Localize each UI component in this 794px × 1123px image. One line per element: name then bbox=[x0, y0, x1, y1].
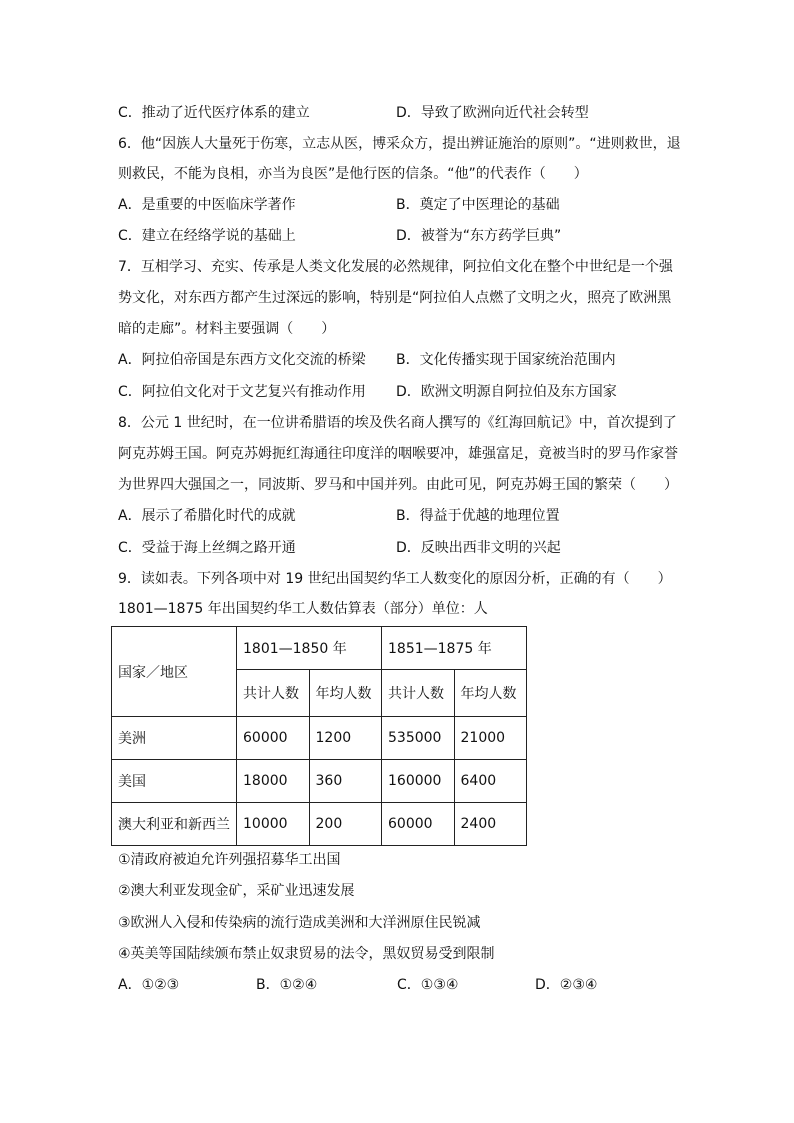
q7-stem-line: 势文化，对东西方都产生过深远的影响，特别是“阿拉伯人点燃了文明之火，照亮了欧洲黑 bbox=[118, 290, 672, 306]
q9-option-c[interactable]: C．①③④ bbox=[397, 977, 459, 993]
laborer-data-table bbox=[111, 626, 527, 846]
table-cell: 160000 bbox=[382, 760, 455, 803]
table-caption: 1801—1875 年出国契约华工人数估算表（部分）单位：人 bbox=[118, 601, 488, 617]
q9-option-b[interactable]: B．①②④ bbox=[256, 977, 318, 993]
q6-option-b[interactable]: B．奠定了中医理论的基础 bbox=[396, 197, 560, 213]
table-header-row bbox=[112, 627, 527, 670]
q8-option-d[interactable]: D．反映出西非文明的兴起 bbox=[396, 540, 561, 556]
q6-stem-line: 6．他“因族人大量死于伤寒，立志从医，博采众方，提出辨证施治的原则”。“进则救世，退 bbox=[118, 136, 681, 152]
table-cell-region: 澳大利亚和新西兰 bbox=[112, 803, 237, 846]
table-cell: 535000 bbox=[382, 717, 455, 760]
table-subheader-total: 共计人数 bbox=[382, 670, 455, 717]
table-cell: 200 bbox=[309, 803, 382, 846]
q6-stem-line: 则救民，不能为良相，亦当为良医”是他行医的信条。“他”的代表作（ ） bbox=[118, 166, 588, 182]
q9-option-d[interactable]: D．②③④ bbox=[535, 977, 598, 993]
table-cell: 2400 bbox=[454, 803, 527, 846]
q8-option-b[interactable]: B．得益于优越的地理位置 bbox=[396, 508, 560, 524]
q8-stem-line: 8．公元 1 世纪时，在一位讲希腊语的埃及佚名商人撰写的《红海回航记》中，首次提到了 bbox=[118, 415, 677, 431]
table-cell-region: 美洲 bbox=[112, 717, 237, 760]
q7-option-d[interactable]: D．欧洲文明源自阿拉伯及东方国家 bbox=[396, 384, 617, 400]
q6-option-c[interactable]: C．建立在经络学说的基础上 bbox=[118, 228, 296, 244]
q9-option-a[interactable]: A．①②③ bbox=[118, 977, 180, 993]
q7-option-c[interactable]: C．阿拉伯文化对于文艺复兴有推动作用 bbox=[118, 384, 366, 400]
table-cell: 360 bbox=[309, 760, 382, 803]
table-subheader-avg: 年均人数 bbox=[454, 670, 527, 717]
table-subheader-total: 共计人数 bbox=[237, 670, 310, 717]
table-row bbox=[112, 760, 527, 803]
q6-option-d[interactable]: D．被誉为“东方药学巨典” bbox=[396, 228, 562, 244]
table-cell: 18000 bbox=[237, 760, 310, 803]
q7-option-b[interactable]: B．文化传播实现于国家统治范围内 bbox=[396, 352, 616, 368]
q8-stem-line: 阿克苏姆王国。阿克苏姆扼红海通往印度洋的咽喉要冲，雄强富足，竟被当时的罗马作家誉 bbox=[118, 446, 678, 462]
table-cell: 60000 bbox=[237, 717, 310, 760]
table-cell: 6400 bbox=[454, 760, 527, 803]
table-cell: 10000 bbox=[237, 803, 310, 846]
table-cell: 1200 bbox=[309, 717, 382, 760]
q7-option-a[interactable]: A．阿拉伯帝国是东西方文化交流的桥梁 bbox=[118, 352, 366, 368]
q7-stem-line: 暗的走廊”。材料主要强调（ ） bbox=[118, 321, 336, 337]
table-cell: 60000 bbox=[382, 803, 455, 846]
table-cell: 21000 bbox=[454, 717, 527, 760]
q7-stem-line: 7．互相学习、充实、传承是人类文化发展的必然规律，阿拉伯文化在整个中世纪是一个强 bbox=[118, 259, 673, 275]
table-corner-header: 国家／地区 bbox=[112, 627, 237, 717]
q8-stem-line: 为世界四大强国之一，同波斯、罗马和中国并列。由此可见，阿克苏姆王国的繁荣（ ） bbox=[118, 477, 678, 493]
q9-stem: 9．读如表。下列各项中对 19 世纪出国契约华工人数变化的原因分析，正确的有（ ） bbox=[118, 571, 672, 587]
table-row bbox=[112, 717, 527, 760]
q6-option-a[interactable]: A．是重要的中医临床学著作 bbox=[118, 197, 296, 213]
table-cell-region: 美国 bbox=[112, 760, 237, 803]
table-subheader-avg: 年均人数 bbox=[309, 670, 382, 717]
table-row bbox=[112, 803, 527, 846]
table-period-header: 1801—1850 年 bbox=[237, 627, 382, 670]
q5-option-d[interactable]: D．导致了欧洲向近代社会转型 bbox=[396, 105, 589, 121]
q9-statement-1: ①清政府被迫允许列强招募华工出国 bbox=[118, 852, 341, 868]
q5-option-c[interactable]: C．推动了近代医疗体系的建立 bbox=[118, 105, 310, 121]
q8-option-a[interactable]: A．展示了希腊化时代的成就 bbox=[118, 508, 296, 524]
q9-statement-3: ③欧洲人入侵和传染病的流行造成美洲和大洋洲原住民锐减 bbox=[118, 915, 481, 931]
table-period-header: 1851—1875 年 bbox=[382, 627, 527, 670]
q8-option-c[interactable]: C．受益于海上丝绸之路开通 bbox=[118, 540, 296, 556]
q9-statement-2: ②澳大利亚发现金矿，采矿业迅速发展 bbox=[118, 883, 355, 899]
q9-statement-4: ④英美等国陆续颁布禁止奴隶贸易的法令，黑奴贸易受到限制 bbox=[118, 946, 495, 962]
